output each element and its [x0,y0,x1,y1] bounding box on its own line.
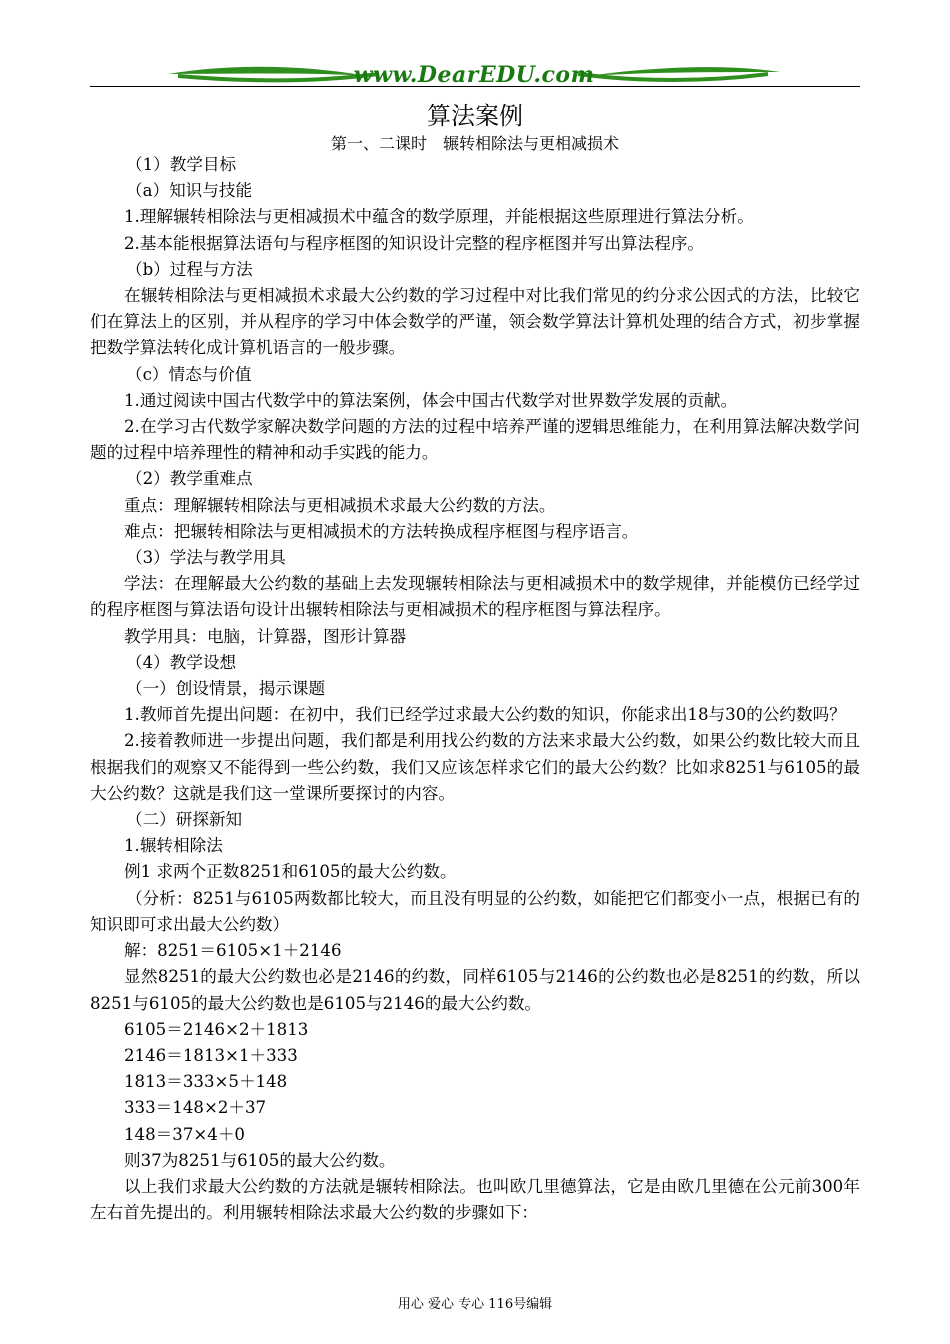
paragraph: 1.理解辗转相除法与更相减损术中蕴含的数学原理，并能根据这些原理进行算法分析。 [124,207,754,227]
paragraph: （a）知识与技能 [126,181,253,201]
paragraph: 2146＝1813×1＋333 [124,1045,298,1065]
paragraph: 难点：把辗转相除法与更相减损术的方法转换成程序框图与程序语言。 [124,521,639,541]
paragraph: 教学用具：电脑，计算器，图形计算器 [124,626,407,646]
paragraph: 1.辗转相除法 [124,836,223,856]
paragraph: （2）教学重难点 [126,469,253,489]
paragraph: 333＝148×2＋37 [124,1098,267,1118]
paragraph: 解：8251＝6105×1＋2146 [124,941,342,961]
paragraph: 2.基本能根据算法语句与程序框图的知识设计完整的程序框图并写出算法程序。 [124,233,705,253]
paragraph: 显然8251的最大公约数也必是2146的约数，同样6105与2146的公约数也必是8251的约数，所以8251与6105的最大公约数也是6105与2146的最大公约数。 [90,967,860,1013]
paragraph: （c）情态与价值 [126,364,252,384]
paragraph: 1.通过阅读中国古代数学中的算法案例，体会中国古代数学对世界数学发展的贡献。 [124,390,738,410]
paragraph: 2.接着教师进一步提出问题，我们都是利用找公约数的方法来求最大公约数，如果公约数比较大而且根据我们的观察又不能得到一些公约数，我们又应该怎样求它们的最大公约数？比如求8251与6105的最大公约数？这就是我们这一堂课所要探讨的内容。 [90,731,860,803]
paragraph: 重点：理解辗转相除法与更相减损术求最大公约数的方法。 [124,495,556,515]
paragraph: 1.教师首先提出问题：在初中，我们已经学过求最大公约数的知识，你能求出18与30的公约数吗？ [124,705,846,725]
paragraph: 在辗转相除法与更相减损术求最大公约数的学习过程中对比我们常见的约分求公因式的方法，比较它们在算法上的区别，并从程序的学习中体会数学的严谨，领会数学算法计算机处理的结合方式，初步掌握把数学算法转化成计算机语言的一般步骤。 [90,286,860,358]
paragraph: 则37为8251与6105的最大公约数。 [124,1150,396,1170]
paragraph: （4）教学设想 [126,652,237,672]
logo-text: www.DearEDU.com [353,62,595,88]
page-title: 算法案例 [427,102,523,130]
paragraph: （一）创设情景，揭示课题 [126,679,326,699]
paragraph: 2.在学习古代数学家解决数学问题的方法的过程中培养严谨的逻辑思维能力，在利用算法解决数学问题的过程中培养理性的精神和动手实践的能力。 [90,417,860,463]
header-logo [168,60,780,92]
paragraph: 1813＝333×5＋148 [124,1072,288,1092]
paragraph: 148＝37×4＋0 [124,1124,245,1144]
paragraph: （3）学法与教学用具 [126,548,286,568]
paragraph: （b）过程与方法 [126,259,253,279]
paragraph: （分析：8251与6105两数都比较大，而且没有明显的公约数，如能把它们都变小一点，根据已有的知识即可求出最大公约数） [90,888,860,934]
paragraph: （二）研探新知 [126,810,243,830]
paragraph: 例1 求两个正数8251和6105的最大公约数。 [124,862,457,882]
paragraph: 学法：在理解最大公约数的基础上去发现辗转相除法与更相减损术中的数学规律，并能模仿已经学过的程序框图与算法语句设计出辗转相除法与更相减损术的程序框图与算法程序。 [90,574,860,620]
paragraph: 6105＝2146×2＋1813 [124,1019,309,1039]
page-subtitle: 第一、二课时 辗转相除法与更相减损术 [330,134,619,153]
page-footer: 用心 爱心 专心 116号编辑 [397,1297,553,1312]
document-body [90,152,860,1226]
paragraph: （1）教学目标 [126,155,237,174]
header-rule [90,86,860,87]
paragraph: 以上我们求最大公约数的方法就是辗转相除法。也叫欧几里德算法，它是由欧几里德在公元前300年左右首先提出的。利用辗转相除法求最大公约数的步骤如下： [90,1176,860,1223]
